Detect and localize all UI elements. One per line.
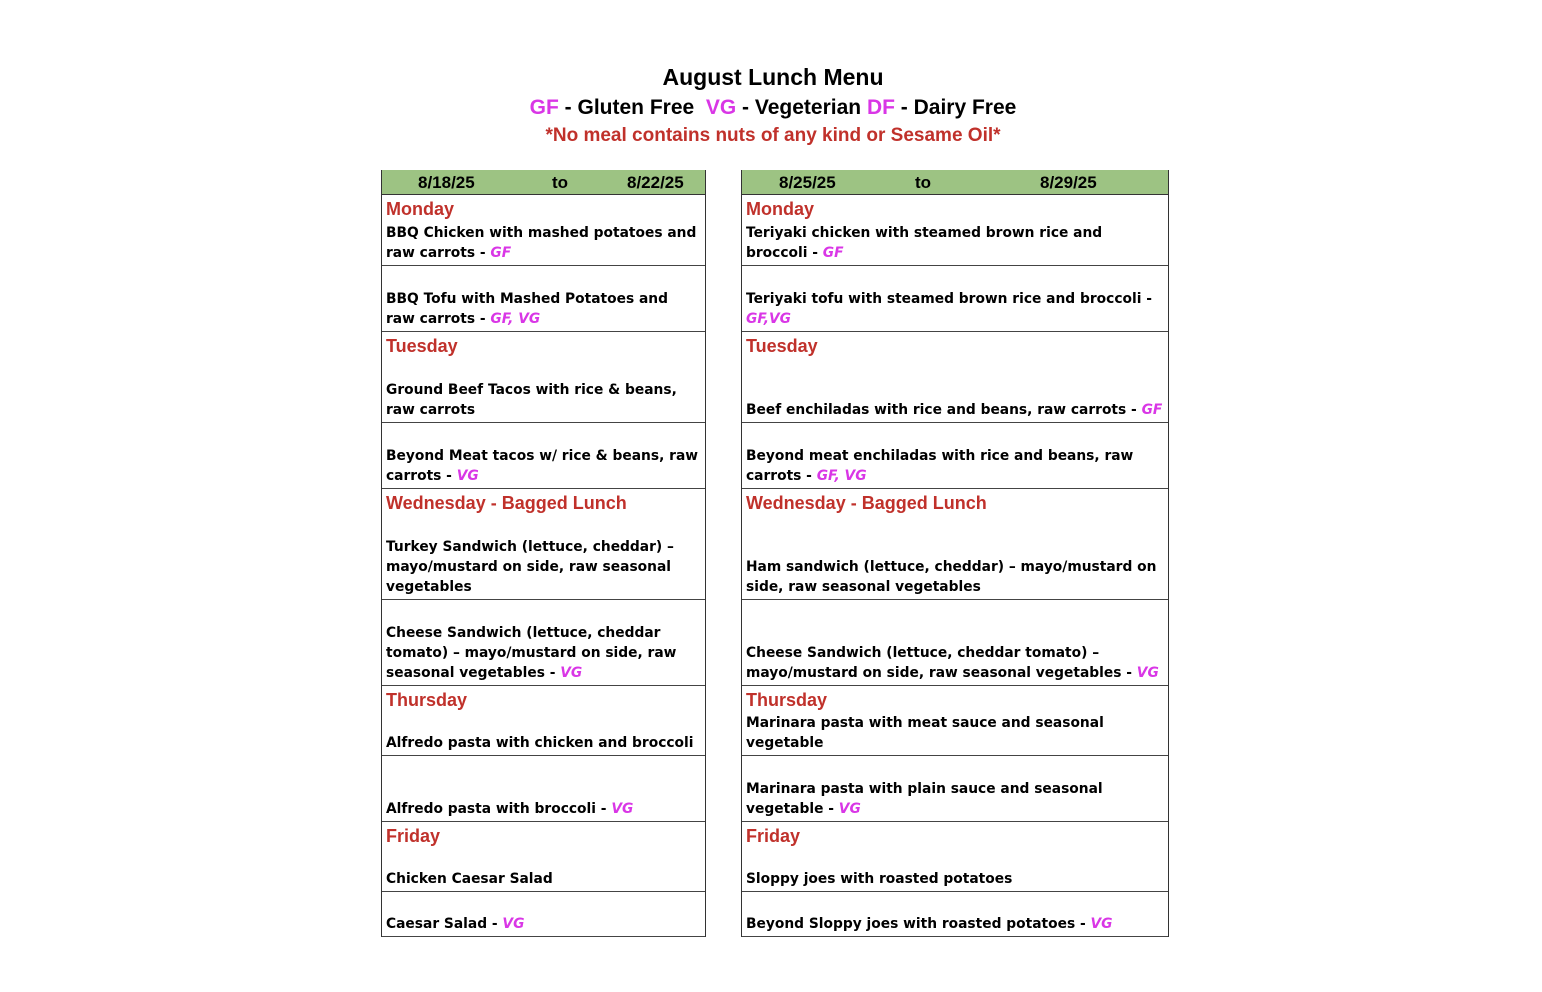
meal-description <box>746 557 1164 597</box>
meal-text: Teriyaki chicken with steamed brown rice and broccoli - <box>746 225 1103 261</box>
meal-description <box>386 223 701 263</box>
menu-item-cell <box>382 332 705 423</box>
menu-item-cell <box>382 266 705 332</box>
meal-text: BBQ Tofu with Mashed Potatoes and raw carrots - <box>386 291 669 327</box>
meal-text: Marinara pasta with meat sauce and seasonal vegetable <box>746 715 1104 751</box>
week-end-date: 8/29/25 <box>1040 173 1097 192</box>
meal-description <box>386 869 701 889</box>
diet-tag: VG <box>502 916 525 932</box>
meal-text: Cheese Sandwich (lettuce, cheddar tomato) – mayo/mustard on side, raw seasonal vegetables - <box>386 625 677 681</box>
menu-item-cell <box>742 756 1168 822</box>
diet-tag: VG <box>456 468 479 484</box>
meal-text: Ham sandwich (lettuce, cheddar) – mayo/mustard on side, raw seasonal vegetables <box>746 559 1157 595</box>
day-label: Thursday <box>746 690 828 710</box>
legend-text-gf: - Gluten Free <box>558 96 706 119</box>
week-table-1 <box>381 170 706 937</box>
legend-code-df: DF <box>866 96 895 119</box>
diet-tag: GF <box>490 245 512 261</box>
menu-item-cell <box>382 892 705 937</box>
meal-text: Caesar Salad - <box>386 916 503 932</box>
meal-description <box>746 223 1164 263</box>
meal-description <box>746 914 1164 934</box>
menu-item-cell <box>742 892 1168 937</box>
week-start-date: 8/25/25 <box>779 173 836 192</box>
day-label: Friday <box>746 826 801 846</box>
meal-description <box>746 869 1164 889</box>
legend-text-df: - Dairy Free <box>894 96 1017 119</box>
meal-text: Sloppy joes with roasted potatoes <box>746 871 1013 887</box>
day-label: Wednesday - Bagged Lunch <box>746 493 987 513</box>
meal-text: Beef enchiladas with rice and beans, raw carrots - <box>746 402 1142 418</box>
meal-description <box>746 289 1164 329</box>
diet-tag: GF <box>1141 402 1163 418</box>
day-label: Friday <box>386 826 441 846</box>
meal-text: Beyond meat enchiladas with rice and beans, raw carrots - <box>746 448 1134 484</box>
meal-description <box>386 799 701 819</box>
meal-description <box>386 289 701 329</box>
menu-item-cell <box>742 822 1168 892</box>
diet-tag: GF, VG <box>490 311 541 327</box>
diet-tag: VG <box>838 801 861 817</box>
menu-item-cell <box>382 686 705 756</box>
day-label: Monday <box>746 199 815 219</box>
diet-tag: VG <box>560 665 583 681</box>
legend-code-vg: VG <box>705 96 737 119</box>
menu-item-cell <box>382 195 705 266</box>
menu-item-cell <box>742 600 1168 686</box>
meal-text: Turkey Sandwich (lettuce, cheddar) – mayo/mustard on side, raw seasonal vegetables <box>386 539 674 595</box>
menu-item-cell <box>742 332 1168 423</box>
meal-text: Ground Beef Tacos with rice & beans, raw carrots <box>386 382 677 418</box>
meal-description <box>386 537 701 597</box>
diet-tag: GF <box>822 245 844 261</box>
meal-description <box>386 914 701 934</box>
diet-tag: VG <box>1136 665 1159 681</box>
week-to-label: to <box>552 173 569 192</box>
week-table-2 <box>741 170 1169 937</box>
meal-text: Marinara pasta with plain sauce and seasonal vegetable - <box>746 781 1103 817</box>
day-label: Tuesday <box>386 336 458 356</box>
meal-description <box>386 733 701 753</box>
day-label: Monday <box>386 199 455 219</box>
menu-item-cell <box>742 423 1168 489</box>
day-label: Thursday <box>386 690 468 710</box>
menu-item-cell <box>742 489 1168 600</box>
meal-text: Alfredo pasta with broccoli - <box>386 801 612 817</box>
meal-text: Chicken Caesar Salad <box>386 871 553 887</box>
week-to-label: to <box>915 173 932 192</box>
day-label: Wednesday - Bagged Lunch <box>386 493 627 513</box>
menu-item-cell <box>382 822 705 892</box>
meal-description <box>386 623 701 683</box>
menu-item-cell <box>742 266 1168 332</box>
meal-text: Cheese Sandwich (lettuce, cheddar tomato) – mayo/mustard on side, raw seasonal vegetables - <box>746 645 1137 681</box>
meal-description <box>746 779 1164 819</box>
meal-text: Beyond Meat tacos w/ rice & beans, raw carrots - <box>386 448 698 484</box>
meal-description <box>746 713 1164 753</box>
menu-item-cell <box>382 489 705 600</box>
week-header <box>382 170 705 195</box>
meal-text: Alfredo pasta with chicken and broccoli <box>386 735 694 751</box>
diet-tag: VG <box>1090 916 1113 932</box>
meal-text: Teriyaki tofu with steamed brown rice and broccoli - <box>746 291 1152 307</box>
menu-item-cell <box>742 686 1168 756</box>
menu-item-cell <box>382 423 705 489</box>
day-label: Tuesday <box>746 336 818 356</box>
meal-description <box>746 400 1164 420</box>
diet-tag: GF,VG <box>746 311 792 327</box>
menu-item-cell <box>382 600 705 686</box>
menu-item-cell <box>382 756 705 822</box>
week-end-date: 8/22/25 <box>627 173 684 192</box>
week-header <box>742 170 1168 195</box>
meal-text: Beyond Sloppy joes with roasted potatoes - <box>746 916 1091 932</box>
meal-description <box>386 380 701 420</box>
meal-description <box>746 446 1164 486</box>
diet-tag: GF, VG <box>816 468 867 484</box>
diet-tag: VG <box>611 801 634 817</box>
menu-item-cell <box>742 195 1168 266</box>
menu-header <box>0 60 1542 150</box>
meal-text: BBQ Chicken with mashed potatoes and raw carrots - <box>386 225 697 261</box>
diet-legend <box>0 94 1542 122</box>
week-start-date: 8/18/25 <box>418 173 475 192</box>
page-title: August Lunch Menu <box>662 64 884 90</box>
meal-description <box>386 446 701 486</box>
legend-text-vg: - Vegeterian <box>736 96 867 119</box>
allergy-note: *No meal contains nuts of any kind or Sesame Oil* <box>545 125 1001 146</box>
legend-code-gf: GF <box>529 96 559 119</box>
meal-description <box>746 643 1164 683</box>
